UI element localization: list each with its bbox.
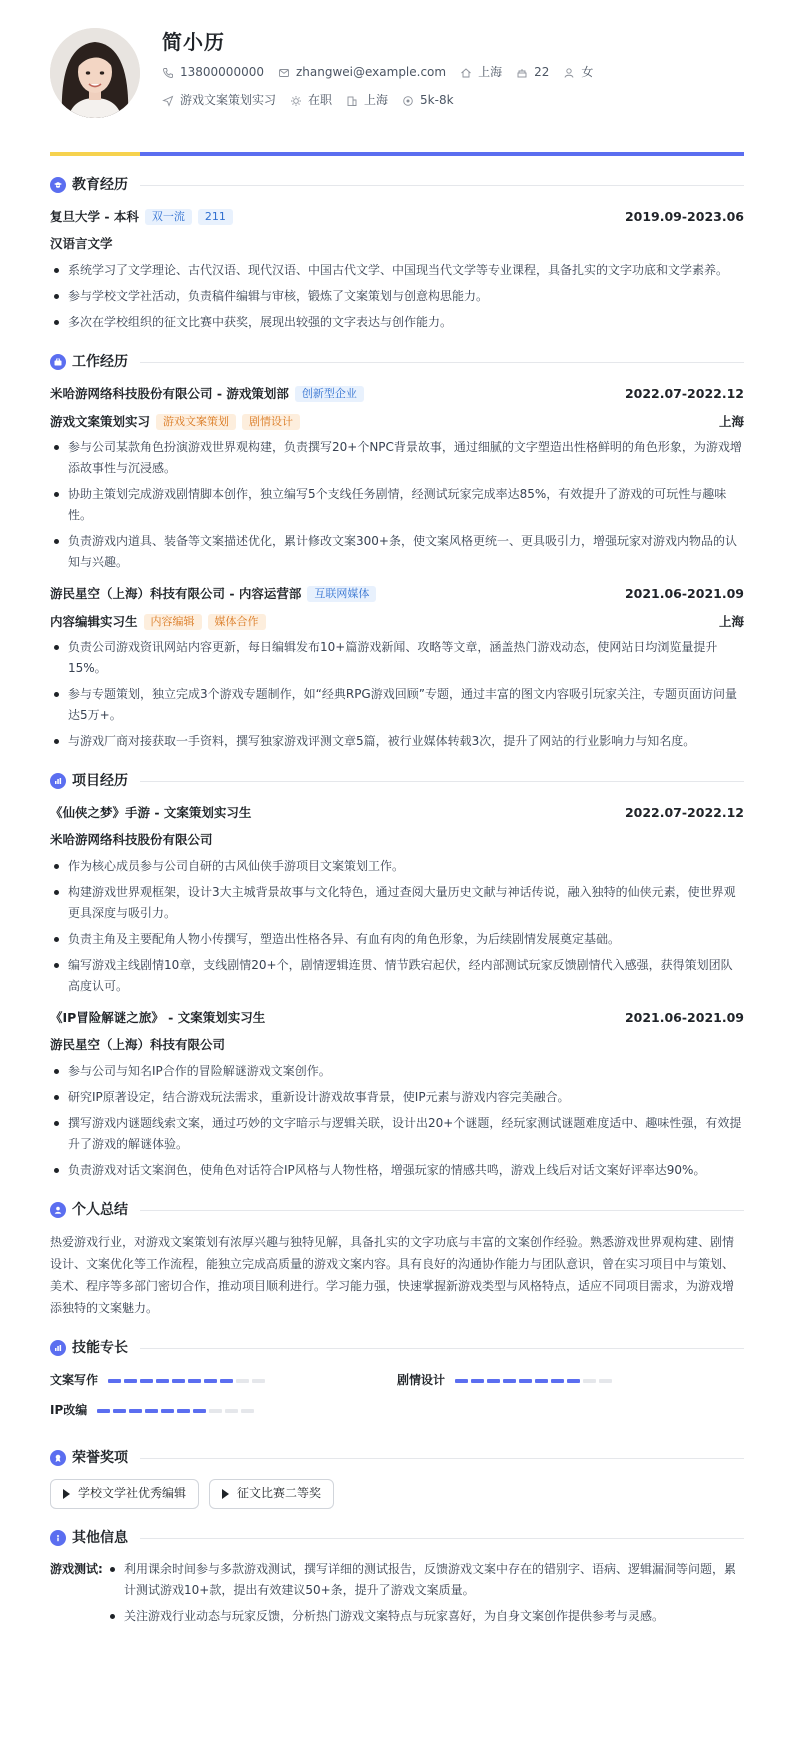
header-divider (50, 152, 744, 156)
skill-segment-filled (204, 1379, 217, 1383)
resume-header (50, 28, 744, 128)
section-title: 工作经历 (72, 353, 128, 370)
work-section (50, 351, 744, 752)
coin-icon (402, 95, 414, 107)
work-date: 2022.07-2022.12 (624, 386, 744, 401)
cake-icon (516, 67, 528, 79)
intention-row (162, 92, 607, 110)
summary-section (50, 1199, 744, 1319)
section-title: 教育经历 (72, 176, 128, 193)
location-text: 上海 (478, 65, 503, 80)
skill-name: 文案写作 (50, 1373, 99, 1388)
graduation-cap-icon (50, 177, 66, 193)
skill-segment-filled (503, 1379, 516, 1383)
avatar-photo-icon (50, 28, 140, 118)
list-item: 关注游戏行业动态与玩家反馈，分析热门游戏文案特点与玩家喜好，为自身文案创作提供参考与灵感。 (106, 1606, 744, 1627)
bar-chart-icon (50, 773, 66, 789)
school-name: 复旦大学 - 本科 (50, 209, 139, 224)
project-name: 《IP冒险解谜之旅》 - 文案策划实习生 (50, 1010, 266, 1025)
list-item: 协助主策划完成游戏剧情脚本创作，独立编写5个支线任务剧情，经测试玩家完成率达85%，有效提升了游戏的可玩性与趣味性。 (50, 484, 744, 526)
skill-segment-empty (236, 1379, 249, 1383)
project-date: 2022.07-2022.12 (624, 805, 744, 820)
summary-text: 热爱游戏行业，对游戏文案策划有浓厚兴趣与独特见解，具备扎实的文字功底与丰富的文案创作经验。熟悉游戏世界观构建、剧情设计、文案优化等工作流程，能独立完成高质量的游戏文案内容。具有良好的沟通协作能力与团队意识，曾在实习项目中与策划、美术、程序等多部门密切合作，推动项目顺利进行。学习能力强，快速掌握新游戏类型与风格特点，适应不同项目需求，为游戏增添独特的文案魅力。 (50, 1235, 735, 1315)
mail-icon (278, 67, 290, 79)
avatar (50, 28, 140, 118)
play-icon (222, 1489, 229, 1499)
company-name: 游民星空（上海）科技有限公司 - 内容运营部 (50, 586, 302, 601)
skill-segment-filled (129, 1409, 142, 1413)
school-tag: 211 (198, 209, 233, 225)
school-tag: 双一流 (145, 209, 192, 225)
skill-segment-empty (252, 1379, 265, 1383)
skill-segment-empty (225, 1409, 238, 1413)
list-item: 多次在学校组织的征文比赛中获奖，展现出较强的文字表达与创作能力。 (50, 312, 744, 333)
work-date: 2021.06-2021.09 (624, 586, 744, 601)
skill-segment-filled (193, 1409, 206, 1413)
skill-segment-filled (172, 1379, 185, 1383)
skill-segment-filled (145, 1409, 158, 1413)
email-item (278, 63, 446, 82)
work-item (50, 383, 744, 573)
skill-segment-filled (567, 1379, 580, 1383)
major: 汉语言文学 (50, 236, 113, 251)
list-item: 参与专题策划，独立完成3个游戏专题制作，如“经典RPG游戏回顾”专题，通过丰富的图文内容吸引玩家关注，专题页面访问量达5万+。 (50, 684, 744, 726)
skill-segment-empty (583, 1379, 596, 1383)
skill-segment-filled (220, 1379, 233, 1383)
projects-section (50, 770, 744, 1181)
contact-row (162, 64, 607, 82)
skill-segment-filled (113, 1409, 126, 1413)
section-title: 其他信息 (72, 1529, 128, 1546)
info-icon (50, 1530, 66, 1546)
phone-text[interactable]: 13800000000 (180, 65, 264, 80)
skill-segment-filled (108, 1379, 121, 1383)
age-text: 22 (534, 65, 550, 80)
honor-item[interactable] (50, 1479, 199, 1509)
work-item (50, 583, 744, 752)
list-item: 作为核心成员参与公司自研的古风仙侠手游项目文案策划工作。 (50, 856, 744, 877)
target-job-text: 游戏文案策划实习 (180, 93, 277, 108)
skill-segment-filled (551, 1379, 564, 1383)
project-company: 游民星空（上海）科技有限公司 (50, 1037, 226, 1052)
status-text: 在职 (308, 93, 333, 108)
sun-icon (290, 95, 302, 107)
role-tag: 内容编辑 (144, 614, 202, 630)
user-icon (563, 67, 575, 79)
list-item: 研究IP原著设定，结合游戏玩法需求，重新设计游戏故事背景，使IP元素与游戏内容完美融合。 (50, 1087, 744, 1108)
company-tag: 创新型企业 (295, 386, 364, 402)
job-role: 游戏文案策划实习 (50, 414, 151, 429)
skill-segment-empty (599, 1379, 612, 1383)
skill-level-bar (97, 1409, 257, 1413)
company-name: 米哈游网络科技股份有限公司 - 游戏策划部 (50, 386, 289, 401)
bar-chart-icon (50, 1340, 66, 1356)
work-city: 上海 (718, 414, 744, 429)
skill-name: IP改编 (50, 1403, 88, 1418)
list-item: 系统学习了文学理论、古代汉语、现代汉语、中国古代文学、中国现当代文学等专业课程，具备扎实的文字功底和文学素养。 (50, 260, 744, 281)
home-icon (460, 67, 472, 79)
job-role: 内容编辑实习生 (50, 614, 138, 629)
work-city: 上海 (718, 614, 744, 629)
award-icon (50, 1450, 66, 1466)
other-label: 游戏测试: (50, 1562, 103, 1576)
section-title: 个人总结 (72, 1201, 128, 1218)
gender-text: 女 (581, 65, 594, 80)
skill-segment-filled (177, 1409, 190, 1413)
skill-segment-filled (519, 1379, 532, 1383)
list-item: 参与公司某款角色扮演游戏世界观构建，负责撰写20+个NPC背景故事，通过细腻的文字塑造出性格鲜明的角色形象，为游戏增添故事性与沉浸感。 (50, 437, 744, 479)
skill-segment-empty (209, 1409, 222, 1413)
list-item: 负责游戏内道具、装备等文案描述优化，累计修改文案300+条，使文案风格更统一、更具吸引力，增强玩家对游戏内物品的认知与兴趣。 (50, 531, 744, 573)
education-date: 2019.09-2023.06 (624, 209, 744, 224)
list-item: 参与公司与知名IP合作的冒险解谜游戏文案创作。 (50, 1061, 744, 1082)
skill-level-bar (108, 1379, 268, 1383)
skill-segment-empty (241, 1409, 254, 1413)
project-name: 《仙侠之梦》手游 - 文案策划实习生 (50, 805, 252, 820)
honor-label: 学校文学社优秀编辑 (78, 1486, 187, 1501)
list-item: 负责公司游戏资讯网站内容更新，每日编辑发布10+篇游戏新闻、攻略等文章，涵盖热门游戏动态，使网站日均浏览量提升15%。 (50, 637, 744, 679)
list-item: 撰写游戏内谜题线索文案，通过巧妙的文字暗示与逻辑关联，设计出20+个谜题，经玩家测试谜题难度适中、趣味性强，有效提升了游戏的解谜体验。 (50, 1113, 744, 1155)
briefcase-icon (50, 354, 66, 370)
skill-segment-filled (140, 1379, 153, 1383)
skill-segment-filled (156, 1379, 169, 1383)
role-tag: 剧情设计 (242, 414, 300, 430)
skill-item (50, 1369, 397, 1393)
honor-item[interactable] (209, 1479, 334, 1509)
list-item: 负责游戏对话文案润色，使角色对话符合IP风格与人物性格，增强玩家的情感共鸣，游戏上线后对话文案好评率达90%。 (50, 1160, 744, 1181)
section-title: 荣誉奖项 (72, 1449, 128, 1466)
list-item: 利用课余时间参与多款游戏测试，撰写详细的测试报告，反馈游戏文案中存在的错别字、语病、逻辑漏洞等问题，累计测试游戏10+款，提出有效建议50+条，提升了游戏文案质量。 (106, 1559, 744, 1601)
skill-level-bar (455, 1379, 615, 1383)
skill-segment-filled (97, 1409, 110, 1413)
status-item (290, 91, 332, 110)
gender-item (563, 63, 593, 82)
skill-segment-filled (188, 1379, 201, 1383)
phone-item (162, 63, 264, 82)
target-city-item (346, 91, 388, 110)
building-icon (346, 95, 358, 107)
project-date: 2021.06-2021.09 (624, 1010, 744, 1025)
project-item (50, 802, 744, 997)
salary-text: 5k-8k (420, 93, 454, 108)
list-item: 编写游戏主线剧情10章，支线剧情20+个，剧情逻辑连贯、情节跌宕起伏，经内部测试玩家反馈剧情代入感强，获得策划团队高度认可。 (50, 955, 744, 997)
user-icon (50, 1202, 66, 1218)
education-section (50, 174, 744, 333)
skill-name: 剧情设计 (397, 1373, 446, 1388)
section-title: 技能专长 (72, 1339, 128, 1356)
skill-segment-filled (161, 1409, 174, 1413)
list-item: 与游戏厂商对接获取一手资料，撰写独家游戏评测文章5篇，被行业媒体转载3次，提升了网站的行业影响力与知名度。 (50, 731, 744, 752)
project-item (50, 1007, 744, 1181)
send-icon (162, 95, 174, 107)
list-item: 构建游戏世界观框架，设计3大主城背景故事与文化特色，通过查阅大量历史文献与神话传说，融入独特的仙侠元素，使世界观更具深度与吸引力。 (50, 882, 744, 924)
skill-item (397, 1369, 744, 1393)
honor-label: 征文比赛二等奖 (237, 1486, 322, 1501)
salary-item (402, 91, 454, 110)
play-icon (63, 1489, 70, 1499)
role-tag: 游戏文案策划 (156, 414, 236, 430)
company-tag: 互联网媒体 (307, 586, 376, 602)
skill-segment-filled (487, 1379, 500, 1383)
skill-segment-filled (124, 1379, 137, 1383)
section-title: 项目经历 (72, 772, 128, 789)
skill-segment-filled (471, 1379, 484, 1383)
candidate-name: 简小历 (162, 30, 225, 54)
list-item: 负责主角及主要配角人物小传撰写，塑造出性格各异、有血有肉的角色形象，为后续剧情发展奠定基础。 (50, 929, 744, 950)
target-city-text: 上海 (364, 93, 389, 108)
skill-item (50, 1399, 397, 1423)
age-item (516, 63, 549, 82)
location-item (460, 63, 502, 82)
target-job-item (162, 91, 276, 110)
role-tag: 媒体合作 (208, 614, 266, 630)
email-text[interactable]: zhangwei@example.com (295, 65, 447, 80)
list-item: 参与学校文学社活动，负责稿件编辑与审核，锻炼了文案策划与创意构思能力。 (50, 286, 744, 307)
skill-segment-filled (535, 1379, 548, 1383)
phone-icon (162, 67, 174, 79)
honors-section (50, 1447, 744, 1509)
skill-segment-filled (455, 1379, 468, 1383)
project-company: 米哈游网络科技股份有限公司 (50, 832, 213, 847)
other-section (50, 1527, 744, 1632)
skills-section (50, 1337, 744, 1429)
